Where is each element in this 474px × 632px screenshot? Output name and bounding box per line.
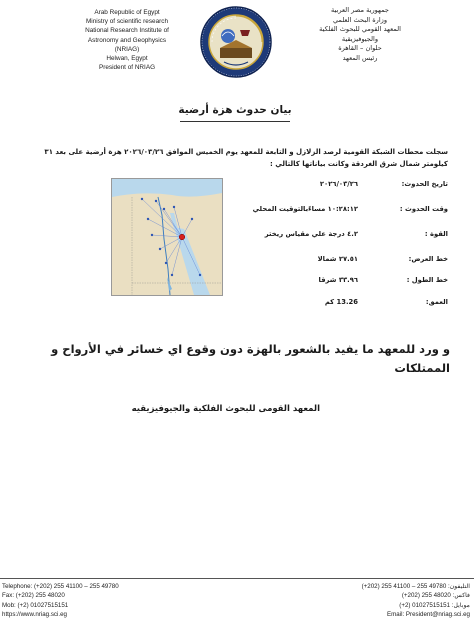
detail-row-magnitude: [230, 230, 448, 242]
detail-label: القوة :: [424, 230, 448, 238]
detail-value: ١٠:٢٨:١٢ مساءًبالتوقيت المحلي: [252, 205, 358, 213]
footer-mobile: Mob: (+2) 01027515151: [2, 601, 69, 609]
footer-arabic-block: [270, 582, 470, 620]
institute-signature: المعهد القومى للبحوث الفلكية والجيوفيزيقيه: [131, 404, 320, 414]
damage-statement: و ورد للمعهد ما يفيد بالشعور بالهزة دون وقوع اي خسائر في الأرواح و الممتلكات: [51, 342, 450, 375]
footer-divider: [0, 578, 474, 579]
detail-label: خط الطول :: [406, 276, 448, 284]
header-english-block: [52, 8, 202, 72]
detail-label: العمق:: [425, 298, 448, 306]
title-underline: [180, 121, 290, 122]
footer-phone-arabic: (+202) 255 41100 – 255 49780 :التليفون: [361, 583, 470, 590]
header-english-line: (NRIAG): [114, 45, 140, 53]
epicenter-map: [111, 178, 223, 296]
header-english-line: National Research Institute of: [85, 27, 169, 35]
header-arabic-line: حلوان – القاهرة: [338, 44, 382, 53]
intro-paragraph: سجلت محطات الشبكة القومية لرصد الزلازل و التابعة للمعهد يوم الخميس الموافق ٢٠٢٦/٠٣/٢٦ هزة أرضية على بعد ٣١ كيلومتر شمال شرق الغردقة وكانت بياناتها كالتالي :: [44, 148, 448, 168]
detail-row-depth: [230, 298, 448, 310]
detail-value: 13.26 كم: [324, 298, 358, 306]
header-arabic-line: والجيوفيزيقية: [341, 34, 379, 43]
detail-value: ٢٧.٥١ شمالا: [317, 255, 358, 263]
footer-fax-arabic: (+202) 255 48020 :فاكس: [401, 592, 470, 600]
document-title: بيان حدوث هزة أرضية: [178, 104, 292, 116]
detail-value: ٢٠٢٦/٠٣/٢٦: [319, 180, 358, 188]
detail-row-time: [230, 205, 448, 217]
header-english-line: Astronomy and Geophysics: [87, 36, 167, 44]
header-arabic-line: رئيس المعهد: [342, 53, 378, 62]
detail-label: تاريخ الحدوث:: [401, 180, 448, 188]
header-english-line: Ministry of scientific research: [85, 18, 169, 26]
footer-mobile-arabic: (+2) 01027515151 :موبايل: [399, 601, 470, 609]
footer-english-block: [2, 582, 212, 620]
footer-website-link[interactable]: https://www.nriag.sci.eg: [2, 611, 67, 619]
header-arabic-line: وزارة البحث العلمي: [332, 15, 388, 24]
header-arabic-line: جمهورية مصر العربية: [331, 6, 389, 14]
detail-label: خط العرض:: [408, 255, 448, 263]
footer-email-link[interactable]: Email: President@nriag.sci.eg: [387, 611, 470, 619]
header-english-line: Helwan, Egypt: [106, 55, 148, 63]
detail-label: وقت الحدوث :: [399, 205, 448, 213]
footer-phone: Telephone: (+202) 255 41100 – 255 49780: [2, 583, 119, 590]
detail-row-longitude: [230, 276, 448, 288]
header-english-line: Arab Republic of Egypt: [94, 9, 160, 16]
header-english-line: President of NRIAG: [98, 64, 156, 72]
detail-row-date: [230, 180, 448, 192]
detail-value: ٤.٢ درجة علي مقياس ريختر: [264, 230, 358, 238]
header-arabic-line: المعهد القومي للبحوث الفلكية: [319, 25, 401, 34]
footer-fax: Fax: (+202) 255 48020: [2, 592, 65, 600]
epicenter-marker: [179, 234, 185, 240]
detail-value: ٣٣.٩٦ شرقا: [318, 276, 358, 284]
header-arabic-block: [290, 6, 430, 64]
institute-logo: [200, 6, 272, 78]
detail-row-latitude: [230, 255, 448, 267]
